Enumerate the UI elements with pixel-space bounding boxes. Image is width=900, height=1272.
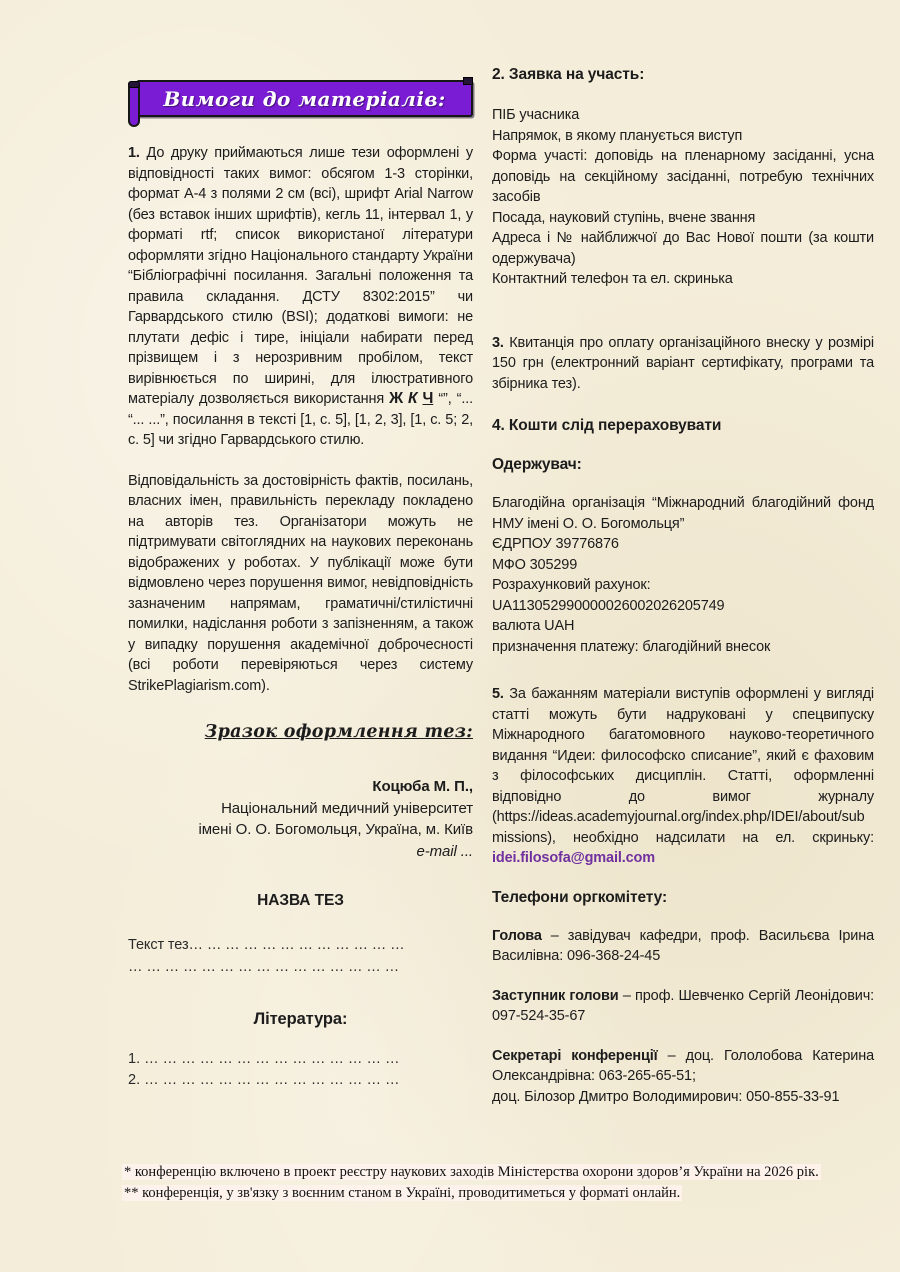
contact-deputy-role: Заступник голови	[492, 987, 619, 1004]
sample-heading: Зразок оформлення тез:	[204, 722, 473, 742]
recipient-heading: Одержувач:	[492, 456, 582, 473]
bold-sample-letter: Ж	[389, 390, 403, 407]
application-items	[492, 105, 874, 290]
recipient-details	[492, 493, 874, 657]
contact-secretaries	[492, 1046, 874, 1108]
italic-sample-letter: К	[408, 390, 418, 407]
footnote-1: * конференцію включено в проект реєстру наукових заходів Міністерства охорони здоров’я України на 2026 рік.	[124, 1164, 819, 1180]
recipient-account-label: Розрахунковий рахунок:	[492, 577, 651, 593]
paragraph-1-text-end: “”, “... “... ...”, посилання в тексті [1, с. 5], [1, 2, 3], [1, с. 5; 2, с. 5] чи згідно Гарвардського стилю.	[128, 391, 473, 448]
requirements-banner-title: Вимоги до матеріалів:	[163, 86, 446, 111]
contact-chair-role: Голова	[492, 927, 542, 944]
footnotes	[122, 1162, 867, 1204]
paragraph-3-text: Квитанція про оплату організаційного внеску у розмірі 150 грн (електронний варіант сертифікату, програми та збірника тез).	[492, 334, 874, 392]
application-item: Напрямок, в якому планується виступ	[492, 127, 743, 144]
underline-sample-letter: Ч	[422, 390, 434, 407]
literature-item-2: 2. … … … … … … … … … … … … … …	[128, 1072, 400, 1088]
transfer-heading: 4. Кошти слід перераховувати	[492, 417, 722, 434]
recipient-currency: валюта UAH	[492, 618, 575, 634]
scroll-left-tab-icon	[128, 85, 140, 127]
phones-heading: Телефони оргкомітету:	[492, 888, 668, 906]
contact-chair-details: – завідувач кафедри, проф. Васильєва Ірина Василівна: 096-368-24-45	[492, 927, 874, 964]
sample-author: Коцюба М. П.,	[372, 778, 473, 795]
payment-receipt-paragraph	[492, 333, 874, 395]
application-item: ПІБ учасника	[492, 107, 580, 123]
sample-author-block	[128, 776, 473, 862]
paragraph-3-number: 3.	[492, 334, 504, 351]
recipient-organization: Благодійна організація “Міжнародний благодійний фонд НМУ імені О. О. Богомольця”	[492, 495, 874, 532]
recipient-iban: UA113052990000026002026205749	[492, 597, 725, 614]
scroll-left-cap-icon	[128, 81, 140, 88]
contact-chair	[492, 926, 874, 967]
recipient-edrpou: ЄДРПОУ 39776876	[492, 536, 619, 552]
footnote-2: ** конференція, у зв'язку з воєнним станом в Україні, проводитиметься у форматі онлайн.	[124, 1185, 681, 1201]
right-column	[492, 66, 874, 1107]
sample-email-placeholder: e-mail ...	[416, 842, 473, 860]
sample-affiliation-line-2: імені О. О. Богомольця, Україна, м. Київ	[198, 821, 473, 838]
sample-thesis-title: НАЗВА ТЕЗ	[257, 892, 344, 909]
contact-secretaries-details-1: – доц. Гололобова Катерина Олександрівна: 063-265-65-51;	[492, 1047, 874, 1084]
contact-deputy	[492, 986, 874, 1027]
paragraph-5-number: 5.	[492, 686, 504, 702]
contact-secretaries-role: Секретарі конференції	[492, 1047, 658, 1064]
recipient-payment-purpose: призначення платежу: благодійний внесок	[492, 638, 771, 655]
sample-body-line-2: … … … … … … … … … … … … … … …	[128, 959, 400, 975]
paragraph-1-number: 1.	[128, 145, 140, 161]
application-item: Посада, науковий ступінь, вчене звання	[492, 209, 756, 226]
paragraph-5-text: За бажанням матеріали виступів оформлені у вигляді статті можуть бути надруковані у спецвипуску Міжнародного багатомовного науково-теоретичного видання “Идеи: философско списание”, який є фаховим з філософських дисциплін. Статті, оформленні відповідно до вимог журналу (https://ideas.academyjournal.org/index.php/IDEI/about/submissions), необхідно надсилати на ел. скриньку:	[492, 686, 874, 846]
scroll-right-notch-icon	[463, 77, 473, 85]
responsibility-paragraph: Відповідальність за достовірність фактів, посилань, власних імен, правильність перекладу покладено на авторів тез. Організатори можуть не підтримувати світоглядних на наукових переконань відображених у роботах. У публікації може бути відмовлено через порушення вимог, невідповідність зазначеним напрямам, граматичні/стилістичні помилки, надіслання роботи з запізненням, а також у випадку порушення академічної доброчесності (всі роботи перевіряються через систему StrikePlagiarism.com).	[128, 472, 473, 694]
requirements-paragraph-1	[128, 143, 473, 451]
requirements-banner	[136, 80, 473, 117]
publication-paragraph	[492, 684, 874, 869]
application-item: Адреса і № найближчої до Вас Нової пошти (за кошти одержувача)	[492, 230, 874, 267]
literature-item-1: 1. … … … … … … … … … … … … … …	[128, 1051, 400, 1067]
sample-body-line-1: Текст тез… … … … … … … … … … … …	[128, 937, 405, 953]
left-column	[128, 80, 473, 1091]
recipient-mfo: МФО 305299	[492, 556, 578, 573]
sample-affiliation-line-1: Національний медичний університет	[221, 799, 473, 817]
contact-secretaries-details-2: доц. Білозор Дмитро Володимирович: 050-855-33-91	[492, 1088, 840, 1105]
application-item: Форма участі: доповідь на пленарному засіданні, усна доповідь на секційному засіданні, потребую технічних засобів	[492, 148, 874, 205]
literature-heading: Література:	[253, 1010, 348, 1028]
application-heading: 2. Заявка на участь:	[492, 66, 645, 83]
contact-deputy-details: – проф. Шевченко Сергій Леонідович: 097-524-35-67	[492, 987, 874, 1024]
literature-list	[128, 1049, 473, 1091]
submission-email-link[interactable]: idei.filosofa@gmail.com	[492, 850, 655, 866]
application-item: Контактний телефон та ел. скринька	[492, 271, 733, 287]
sample-thesis-body	[128, 934, 473, 978]
paragraph-1-text: До друку приймаються лише тези оформлені у відповідності таких вимог: обсягом 1-3 сторінки, формат А-4 з полями 2 см (всі), шрифт Arial Narrow (без вставок інших шрифтів), кегль 11, інтервал 1, у форматі rtf; список використаної літератури оформляти згідно Національного стандарту України “Бібліографічні посилання. Загальні положення та правила складання. ДСТУ 8302:2015” чи Гарвардського стилю (BSI); додаткові вимоги: не плутати дефіс і тире, ініціали набирати перед прізвищем і з нерозривним пробілом, текст вирівнюється по ширині, для ілюстративного матеріалу дозволяється використання	[128, 145, 473, 407]
